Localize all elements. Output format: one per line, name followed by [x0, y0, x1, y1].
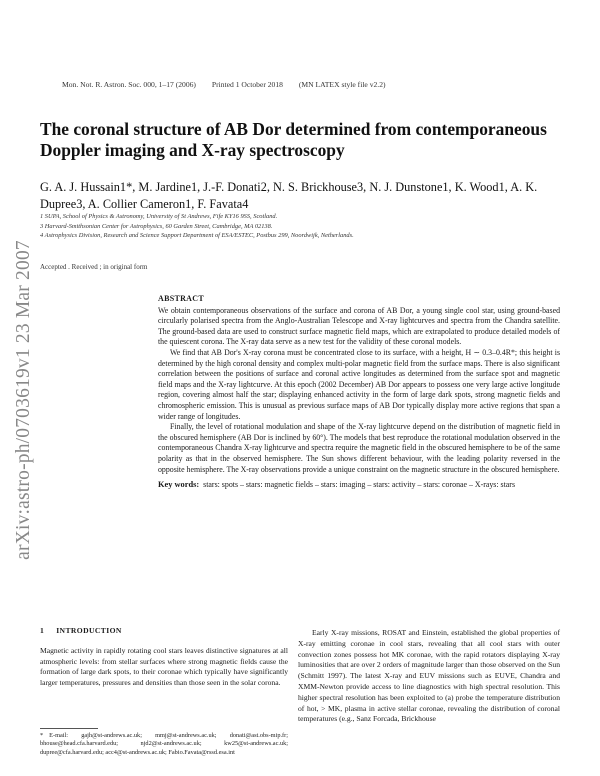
section-heading-introduction: [40, 626, 288, 637]
footnote-marker: *: [40, 732, 44, 739]
right-column: [298, 628, 560, 725]
keywords-label: Key words:: [158, 480, 200, 490]
section-number: 1: [40, 626, 45, 635]
section-title: INTRODUCTION: [56, 626, 122, 635]
accepted-line: Accepted . Received ; in original form: [40, 263, 148, 271]
affiliation-4: 4 Astrophysics Division, Research and Science Support Department of ESA/ESTEC, Postbus 299, Noordwijk, Netherlands.: [40, 232, 354, 239]
footnote: [40, 732, 288, 757]
abstract-paragraph-2: We find that AB Dor's X-ray corona must be concentrated close to its surface, with a height, H ∼ 0.3–0.4R*; this height is determined by the high coronal density and complex multi-polar magnetic field from the surface maps. There is also significant correlation between the positions of surface and coronal active longitudes as determined from the surface spot and magnetic field maps and the X-ray lightcurve. At this epoch (2002 December) AB Dor appears to possess one very large active longitude region, covering almost half the star; displaying enhanced activity in the form of large dark spots, strong magnetic fields and chromospheric emission. This is unusual as previous surface maps of AB Dor typically display more active regions that span a wider range of longitudes.: [158, 347, 560, 421]
style-file: (MN LATEX style file v2.2): [298, 80, 386, 89]
keywords: [158, 479, 560, 490]
running-header: [62, 80, 400, 89]
author-list: G. A. J. Hussain1*, M. Jardine1, J.-F. Donati2, N. S. Brickhouse3, N. J. Dunstone1, K. Wood1, A. K. Dupree3, A. Collier Cameron1, F. Favata4: [40, 180, 538, 211]
abstract-heading: ABSTRACT: [158, 294, 204, 303]
journal-citation: Mon. Not. R. Astron. Soc. 000, 1–17 (2006): [62, 80, 196, 89]
right-column-paragraph: Early X-ray missions, ROSAT and Einstein, established the global properties of X-ray emitting coronae in cool stars, revealing that all cool stars with outer convection zones possess hot MK coronae, with the rapid rotators displaying X-ray luminosities that are over 2 orders of magnitude larger than those observed on the Sun (Schmitt 1997). The latest X-ray and EUV missions such as EUVE, Chandra and XMM-Newton provide access to line diagnostics with high spectral resolution. This higher spectral resolution has been exploited to (a) probe the temperature distribution of hot, > MK, plasma in active stellar coronae, revealing the distribution of coronal temperatures (e.g., Sanz Forcada, Brickhouse: [298, 628, 560, 724]
affiliation-1: 1 SUPA, School of Physics & Astronomy, University of St Andrews, Fife KY16 9SS, Scotland.: [40, 213, 278, 220]
keywords-text: stars: spots – stars: magnetic fields – stars: imaging – stars: activity – stars: coronae – X-rays: stars: [203, 480, 516, 490]
printed-date: Printed 1 October 2018: [211, 80, 283, 89]
paper-title: The coronal structure of AB Dor determined from contemporaneous Doppler imaging and X-ray spectroscopy: [40, 119, 547, 160]
footnote-emails: E-mail: gajh@st-andrews.ac.uk; mmj@st-andrews.ac.uk; donati@ast.obs-mip.fr; bhouse@head.cfa.harvard.edu; njd2@st-andrews.ac.uk; kw25@st-andrews.ac.uk; dupree@cfa.harvard.edu; acc4@st-andrews.ac.uk; Fabio.Favata@rssd.esa.int: [40, 732, 288, 756]
affiliation-3: 3 Harvard-Smithsonian Center for Astrophysics, 60 Garden Street, Cambridge, MA 02138.: [40, 223, 273, 230]
footnote-rule: [40, 728, 98, 729]
arxiv-stamp: arXiv:astro-ph/0703619v1 23 Mar 2007: [13, 240, 34, 560]
intro-paragraph: Magnetic activity in rapidly rotating cool stars leaves distinctive signatures at all atmospheric levels: from stellar surfaces where strong magnetic fields cause the formation of large dark spots, to their coronae which typically have significantly larger temperatures, pressures and densities than those seen in the solar corona.: [40, 645, 288, 688]
abstract-section: [158, 294, 560, 490]
abstract-paragraph-1: We obtain contemporaneous observations of the surface and corona of AB Dor, a young single cool star, using ground-based circularly polarised spectra from the Anglo-Australian Telescope and X-ray lightcurves and spectra from the Chandra satellite. The ground-based data are used to construct surface magnetic field maps, which are extrapolated to produce detailed models of the quiescent corona. The X-ray data serve as a new test for the validity of these coronal models.: [158, 305, 560, 347]
left-column: [40, 626, 288, 689]
abstract-paragraph-3: Finally, the level of rotational modulation and shape of the X-ray lightcurve depend on the distribution of magnetic field in the obscured hemisphere (AB Dor is inclined by 60°). The models that best reproduce the rotational modulation observed in the contemporaneous Chandra X-ray lightcurve and spectra require the magnetic field in the obscured hemisphere to be of the same polarity as that in the observed hemisphere. The Sun shows different behaviour, with the leading polarity reversed in the opposite hemisphere. The X-ray observations provide a unique constraint on the magnetic structure in the obscured hemisphere.: [158, 422, 560, 474]
